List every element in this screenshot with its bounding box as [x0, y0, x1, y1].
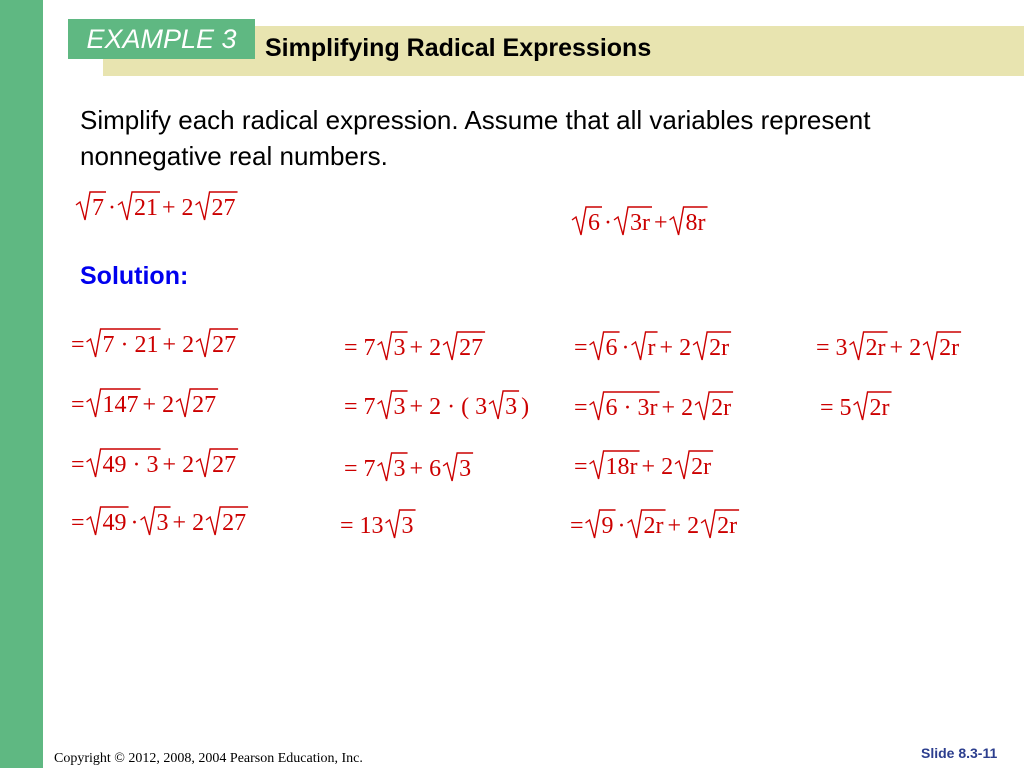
radical — [695, 392, 733, 421]
radicand: 2r — [691, 454, 712, 480]
math-text: = 7 — [344, 456, 376, 482]
math-text: + 2 — [661, 395, 694, 421]
step-a5 — [340, 325, 540, 365]
math-text: + 2 — [667, 513, 700, 539]
radical — [176, 389, 218, 418]
radical — [670, 207, 708, 236]
slide-title: Simplifying Radical Expressions — [265, 34, 652, 62]
radical — [386, 510, 416, 539]
radical — [590, 392, 660, 421]
radical — [378, 391, 408, 420]
math-text: = — [574, 335, 588, 361]
math-text: · — [621, 335, 630, 361]
step-a1 — [67, 322, 287, 362]
radical — [632, 332, 658, 361]
step-b3 — [570, 444, 780, 484]
math-text: + 2 · ( 3 — [409, 394, 488, 420]
side-accent-bar — [0, 0, 43, 768]
radical — [87, 507, 129, 536]
radicand: 3 — [156, 510, 169, 536]
step-b4 — [566, 503, 806, 543]
math-text: = — [71, 332, 85, 358]
step-b1 — [570, 325, 790, 365]
radical — [693, 332, 731, 361]
radicand: 2r — [717, 513, 738, 539]
math-text: + 2 — [659, 335, 692, 361]
math-text: = 5 — [820, 395, 852, 421]
math-text: ) — [521, 394, 530, 420]
radicand: 27 — [192, 392, 217, 418]
math-text: · — [130, 510, 139, 536]
radical — [141, 507, 171, 536]
slide-number: Slide 8.3-11 — [921, 745, 998, 761]
step-a8 — [336, 503, 456, 543]
radical — [118, 192, 160, 221]
radical — [87, 329, 161, 358]
math-text: · — [108, 195, 116, 221]
step-b6 — [816, 385, 936, 425]
math-text: = 3 — [816, 335, 848, 361]
radicand: 147 — [102, 392, 139, 418]
radicand: 6 · 3r — [605, 395, 658, 421]
radical — [87, 389, 141, 418]
copyright-notice: Copyright © 2012, 2008, 2004 Pearson Education, Inc. — [54, 751, 363, 766]
radical — [614, 207, 652, 236]
math-text: = 13 — [340, 513, 384, 539]
radical — [489, 391, 519, 420]
math-text: = — [71, 392, 85, 418]
radicand: 3 — [505, 394, 518, 420]
radicand: 6 — [605, 335, 618, 361]
radical — [87, 449, 161, 478]
problem-b — [566, 200, 766, 240]
math-text: + 2 — [142, 392, 175, 418]
radicand: 27 — [212, 332, 237, 358]
radicand: 3r — [630, 210, 650, 236]
radicand: r — [647, 335, 656, 361]
math-text: = — [71, 510, 85, 536]
step-a6 — [340, 384, 570, 424]
math-text: · — [604, 210, 612, 236]
radicand: 27 — [222, 510, 247, 536]
radicand: 8r — [685, 210, 706, 236]
radical — [854, 392, 892, 421]
radical — [196, 329, 238, 358]
radical — [701, 510, 739, 539]
radicand: 27 — [459, 335, 484, 361]
radical — [572, 207, 602, 236]
radicand: 2r — [939, 335, 960, 361]
math-text: = — [574, 395, 588, 421]
radical — [923, 332, 961, 361]
radicand: 6 — [588, 210, 600, 236]
radicand: 7 — [92, 195, 104, 221]
math-text: = — [574, 454, 588, 480]
solution-label: Solution: — [80, 262, 189, 290]
math-text: = — [570, 513, 584, 539]
radical — [590, 451, 640, 480]
step-b2 — [570, 385, 790, 425]
step-a7 — [340, 446, 540, 486]
math-text: = 7 — [344, 394, 376, 420]
radicand: 18r — [605, 454, 638, 480]
radicand: 21 — [134, 195, 158, 221]
math-text: + 2 — [162, 452, 195, 478]
radicand: 3 — [393, 394, 406, 420]
radicand: 27 — [211, 195, 236, 221]
radicand: 2r — [869, 395, 890, 421]
math-text: + 2 — [641, 454, 674, 480]
radical — [196, 192, 238, 221]
step-a2 — [67, 382, 287, 422]
radical — [378, 332, 408, 361]
example-tag: EXAMPLE 3 — [68, 19, 255, 59]
radical — [443, 453, 473, 482]
radicand: 49 · 3 — [102, 452, 159, 478]
radicand: 49 — [102, 510, 127, 536]
radical — [443, 332, 485, 361]
math-text: + 6 — [409, 456, 442, 482]
radical — [378, 453, 408, 482]
math-text: = — [71, 452, 85, 478]
radicand: 2r — [865, 335, 886, 361]
math-text: + 2 — [172, 510, 205, 536]
instruction-text: Simplify each radical expression. Assume that all variables represent nonnegative real numbers. — [80, 105, 871, 171]
step-a4 — [67, 500, 307, 540]
radicand: 7 · 21 — [102, 332, 159, 358]
radical — [196, 449, 238, 478]
radical — [850, 332, 888, 361]
radicand: 27 — [212, 452, 237, 478]
math-text: + 2 — [162, 195, 194, 221]
step-a3 — [67, 442, 287, 482]
radicand: 2r — [643, 513, 664, 539]
radical — [586, 510, 616, 539]
math-text: = 7 — [344, 335, 376, 361]
step-b5 — [812, 325, 1012, 365]
math-text: + 2 — [162, 332, 195, 358]
problem-a — [70, 185, 290, 225]
radicand: 2r — [711, 395, 732, 421]
radical — [675, 451, 713, 480]
radical — [590, 332, 620, 361]
radicand: 2r — [709, 335, 730, 361]
radical — [628, 510, 666, 539]
radicand: 9 — [601, 513, 614, 539]
radical — [206, 507, 248, 536]
radicand: 3 — [459, 456, 472, 482]
math-text: · — [617, 513, 626, 539]
radical — [76, 192, 106, 221]
radicand: 3 — [401, 513, 414, 539]
math-text: + 2 — [889, 335, 922, 361]
math-text: + 2 — [409, 335, 442, 361]
math-text: + — [654, 210, 668, 236]
radicand: 3 — [393, 456, 406, 482]
radicand: 3 — [393, 335, 406, 361]
